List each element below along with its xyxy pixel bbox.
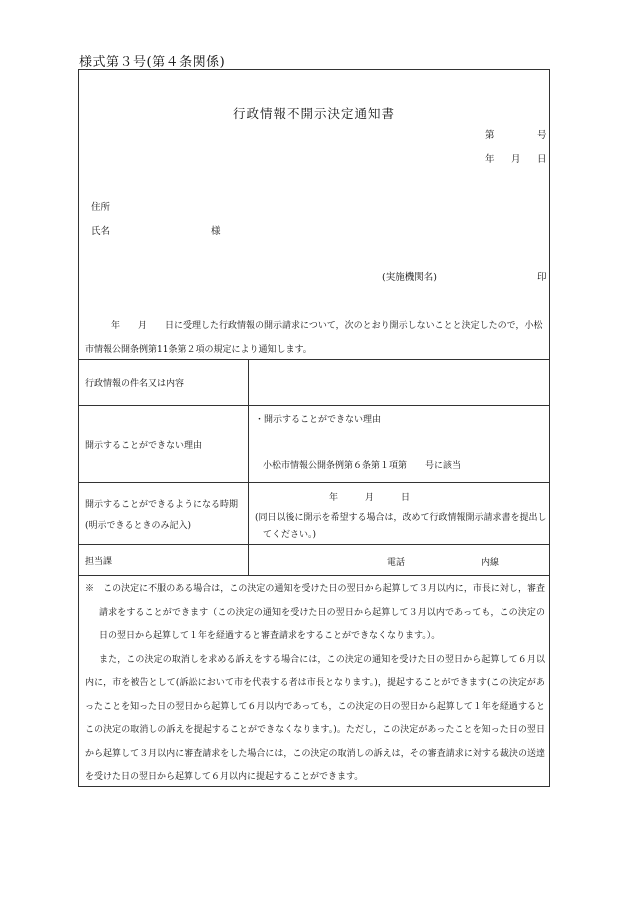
issuer-label: (実施機関名): [382, 272, 437, 283]
reason-label: 開示することができない理由: [79, 406, 249, 483]
number-dai: 第: [485, 130, 495, 141]
date-day: 日: [537, 154, 547, 165]
date-month: 月: [511, 154, 521, 165]
disclosure-date: 年 月 日: [329, 493, 411, 503]
table-row: [79, 483, 549, 545]
disclosure-time-label: [79, 483, 249, 545]
note-divider: [79, 575, 549, 576]
honorific-sama: 様: [211, 226, 221, 237]
subject-field: [249, 360, 550, 406]
disclosure-note-1: (同日以後に開示を希望する場合は，改めて行政情報開示請求書を提出し: [255, 513, 547, 523]
notice-form: [78, 69, 550, 787]
table-row: [79, 545, 549, 576]
table-row: [79, 360, 549, 406]
department-field: [249, 545, 550, 576]
form-number: 様式第３号(第４条関係): [79, 55, 226, 70]
intro-line-2: 市情報公開条例第11条第２項の規定により通知します。: [85, 345, 312, 355]
note-mark: ※: [85, 584, 95, 594]
table-row: [79, 406, 549, 483]
date-year: 年: [485, 154, 495, 165]
document-title: 行政情報不開示決定通知書: [232, 106, 395, 121]
disclosure-time-label-1: 開示することができるようになる時期: [85, 499, 239, 510]
reason-field: [249, 406, 550, 483]
reason-clause: 小松市情報公開条例第６条第１項第 号に該当: [263, 461, 462, 471]
disclosure-time-field: [249, 483, 550, 545]
name-label: 氏名: [91, 226, 111, 237]
number-gou: 号: [537, 130, 547, 141]
reason-bullet: ・開示することができない理由: [255, 415, 382, 425]
intro-line-1: 年 月 日に受理した行政情報の開示請求について，次のとおり開示しないことと決定したので，小松: [111, 321, 543, 331]
phone-label: 電話: [387, 558, 406, 568]
subject-label: 行政情報の件名又は内容: [79, 360, 249, 406]
address-label: 住所: [91, 202, 111, 213]
department-label: 担当課: [79, 545, 249, 576]
notice-paragraph-2: また，この決定の取消しを求める訴えをする場合には，この決定の通知を受けた日の翌日から起算して６月以内に，市を被告として(訴訟において市を代表する者は市長となります。)，提起することができます(この決定があったことを知った日の翌日から起算して６月以内であっても，この決定の日の翌日から起算して１年を経過するとこの決定の取消しの訴えを提起することができなくなります。)。ただし，この決定があったことを知った日の翌日から起算して３月以内に審査請求をした場合には，この決定の取消しの訴えは，その審査請求に対する裁決の送達を受けた日の翌日から起算して６月以内に提起することができます。: [85, 654, 545, 782]
seal-mark: 印: [537, 272, 547, 283]
disclosure-time-label-2: (明示できるときのみ記入): [85, 520, 192, 531]
appeal-notice: [85, 578, 545, 790]
extension-label: 内線: [481, 558, 500, 568]
notice-text-1: この決定に不服のある場合は，この決定の通知を受けた日の翌日から起算して３月以内に，市長に対し，審査請求をすることができます（この決定の通知を受けた日の翌日から起算して３月以内であっても，この決定の日の翌日から起算して１年を経過すると審査請求をすることができなくなります。）。: [99, 584, 545, 641]
details-table: [79, 359, 549, 576]
notice-paragraph-1: [85, 578, 545, 649]
disclosure-note-2: てください。): [263, 530, 317, 540]
